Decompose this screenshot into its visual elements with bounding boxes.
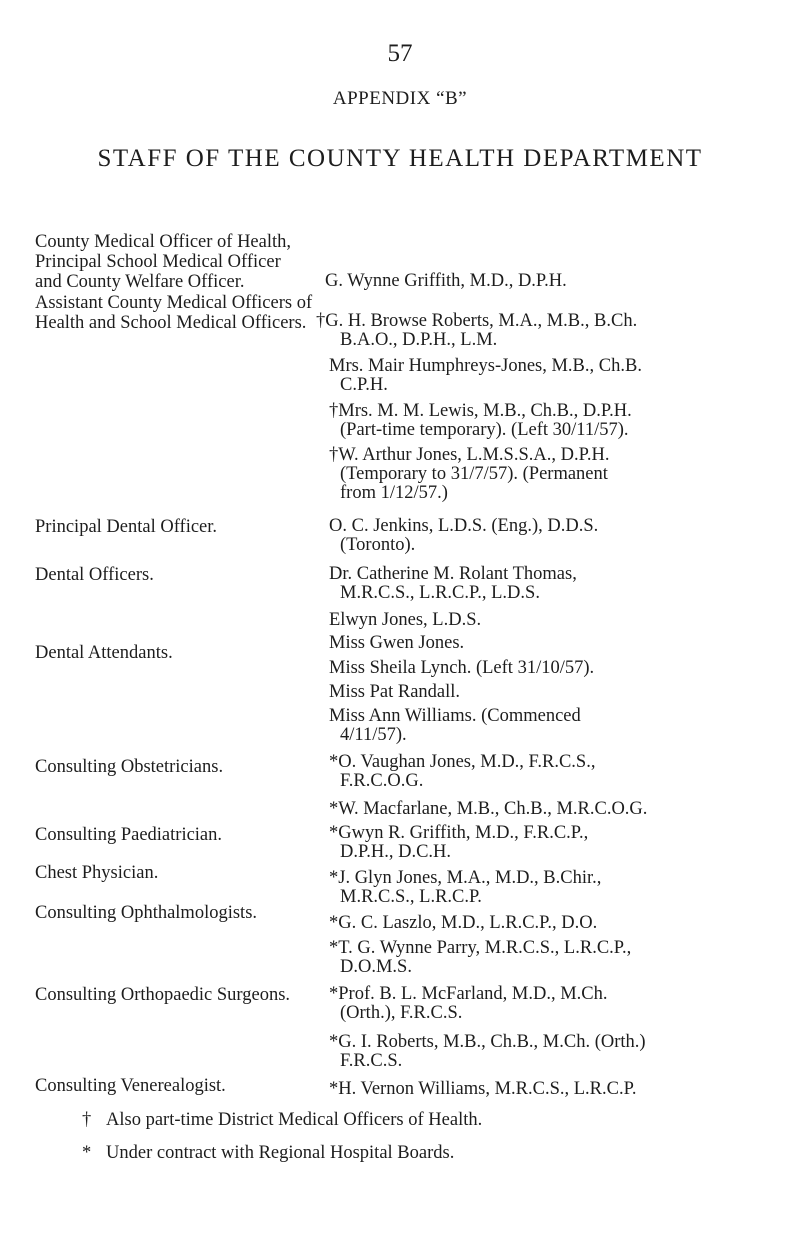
entry-line: D.O.M.S. [340,957,412,977]
entry-line: (Toronto). [340,535,416,555]
entry-line: †Mrs. M. M. Lewis, M.B., Ch.B., D.P.H. [329,401,632,421]
entry-line: from 1/12/57.) [340,483,448,503]
entry-line: *G. C. Laszlo, M.D., L.R.C.P., D.O. [329,913,598,933]
entry-line: B.A.O., D.P.H., L.M. [340,330,498,350]
label-consulting-obstetricians [35,757,223,777]
footnote-dagger [82,1109,482,1131]
label-line: Consulting Ophthalmologists. [35,903,258,923]
entry-line: Miss Ann Williams. (Commenced [329,706,581,726]
label-principal-dental-officer [35,517,217,537]
entry-line: F.R.C.O.G. [340,771,424,791]
entry-line: *H. Vernon Williams, M.R.C.S., L.R.C.P. [329,1079,637,1099]
entry-rolant-thomas [316,565,776,603]
entry-arthur-jones [316,446,776,503]
appendix-title: APPENDIX “B” [332,88,468,109]
entry-vernon-williams [316,1080,776,1099]
label-line: Consulting Obstetricians. [35,757,224,777]
label-line: Principal Dental Officer. [35,517,218,537]
label-assistant-medical-officers [35,293,312,333]
page-number: 57 [387,40,413,67]
entry-gwen-jones [316,634,776,653]
entry-laszlo [316,914,776,933]
entry-line: †W. Arthur Jones, L.M.S.S.A., D.P.H. [329,445,610,465]
entry-line: *Gwyn R. Griffith, M.D., F.R.C.P., [329,823,589,843]
entry-line: O. C. Jenkins, L.D.S. (Eng.), D.D.S. [329,516,599,536]
entry-line: (Part-time temporary). (Left 30/11/57). [340,420,629,440]
label-line: Health and School Medical Officers. [35,313,307,333]
label-consulting-ophthalmologists [35,903,257,923]
entry-macfarlane [316,800,776,819]
label-line: Consulting Venerealogist. [35,1076,226,1096]
entry-line: Dr. Catherine M. Rolant Thomas, [329,564,577,584]
entry-line: C.P.H. [340,375,388,395]
entry-glyn-jones [316,869,776,907]
entry-line: Mrs. Mair Humphreys-Jones, M.B., Ch.B. [329,356,642,376]
entry-line: F.R.C.S. [340,1051,403,1071]
entry-pat-randall [316,683,776,702]
label-line: Chest Physician. [35,863,159,883]
entry-line: *O. Vaughan Jones, M.D., F.R.C.S., [329,752,596,772]
label-chest-physician [35,863,158,883]
entry-humphreys-jones [316,357,776,395]
entry-line: Elwyn Jones, L.D.S. [329,610,482,630]
entry-line: G. Wynne Griffith, M.D., D.P.H. [325,271,567,291]
footnote-text: Also part-time District Medical Officers of Health. [106,1110,483,1130]
entry-jenkins [316,517,776,555]
label-county-medical-officer [35,232,291,292]
entry-gwyn-griffith [316,824,776,862]
entry-vaughan-jones [316,753,776,791]
label-dental-officers [35,565,154,585]
footnote-text: Under contract with Regional Hospital Boards. [106,1143,455,1163]
label-line: Dental Officers. [35,565,154,585]
asterisk-symbol: * [82,1143,92,1163]
label-consulting-paediatrician [35,825,222,845]
entry-line: Miss Gwen Jones. [329,633,465,653]
entry-wynne-parry [316,939,776,977]
entry-gi-roberts [316,1033,776,1071]
footnote-asterisk [82,1142,454,1164]
label-line: Dental Attendants. [35,643,173,663]
entry-county-medical-officer [325,272,785,291]
entry-line: †G. H. Browse Roberts, M.A., M.B., B.Ch. [316,311,638,331]
label-line: Consulting Paediatrician. [35,825,223,845]
entry-elwyn-jones [316,611,776,630]
label-dental-attendants [35,643,173,663]
label-line: Consulting Orthopaedic Surgeons. [35,985,291,1005]
entry-ann-williams [316,707,776,745]
page-heading: STAFF OF THE COUNTY HEALTH DEPARTMENT [97,145,703,172]
entry-line: Miss Pat Randall. [329,682,461,702]
entry-line: D.P.H., D.C.H. [340,842,452,862]
label-consulting-venerealogist [35,1076,226,1096]
entry-browse-roberts [316,312,776,350]
dagger-symbol: † [82,1110,92,1130]
label-line: Principal School Medical Officer [35,252,281,272]
entry-line: 4/11/57). [340,725,407,745]
entry-sheila-lynch [316,659,776,678]
entry-line: (Orth.), F.R.C.S. [340,1003,463,1023]
entry-line: *T. G. Wynne Parry, M.R.C.S., L.R.C.P., [329,938,632,958]
entry-line: (Temporary to 31/7/57). (Permanent [340,464,608,484]
label-line: County Medical Officer of Health, [35,232,292,252]
entry-line: *Prof. B. L. McFarland, M.D., M.Ch. [329,984,608,1004]
entry-line: *W. Macfarlane, M.B., Ch.B., M.R.C.O.G. [329,799,648,819]
label-line: Assistant County Medical Officers of [35,293,313,313]
entry-line: M.R.C.S., L.R.C.P. [340,887,482,907]
entry-mcfarland [316,985,776,1023]
entry-line: Miss Sheila Lynch. (Left 31/10/57). [329,658,595,678]
label-line: and County Welfare Officer. [35,272,245,292]
entry-line: M.R.C.S., L.R.C.P., L.D.S. [340,583,540,603]
label-consulting-orthopaedic-surgeons [35,985,290,1005]
entry-line: *G. I. Roberts, M.B., Ch.B., M.Ch. (Orth.) [329,1032,646,1052]
entry-line: *J. Glyn Jones, M.A., M.D., B.Chir., [329,868,602,888]
entry-lewis [316,402,776,440]
